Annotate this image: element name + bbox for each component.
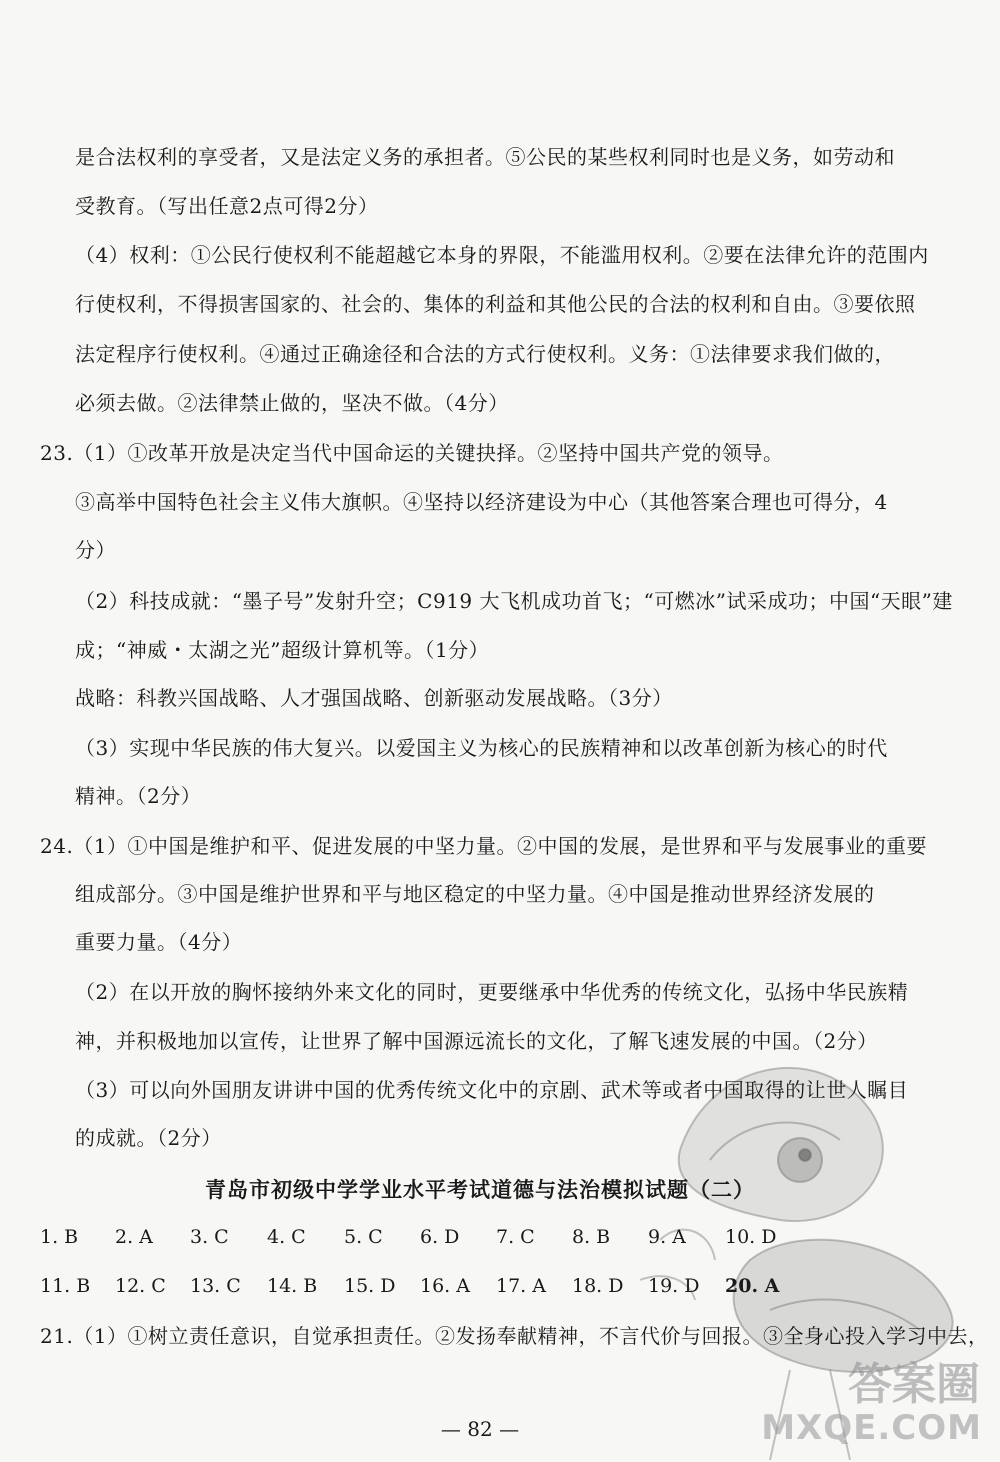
text-line: （4）权利：①公民行使权利不能超越它本身的界限，不能滥用权利。②要在法律允许的范围内	[75, 243, 929, 267]
answer-item: 18. D	[572, 1275, 624, 1297]
answer-item: 9. A	[648, 1226, 686, 1248]
text-line: 战略：科教兴国战略、人才强国战略、创新驱动发展战略。（3分）	[75, 686, 673, 710]
text-line: 分）	[75, 538, 116, 562]
answer-item: 13. C	[190, 1275, 241, 1297]
section-title: 青岛市初级中学学业水平考试道德与法治模拟试题（二）	[205, 1177, 755, 1202]
answer-item: 2. A	[115, 1226, 153, 1248]
answer-item: 19. D	[648, 1275, 700, 1297]
text-line: 神，并积极地加以宣传，让世界了解中国源远流长的文化，了解飞速发展的中国。（2分）	[75, 1029, 878, 1053]
text-line: （2）在以开放的胸怀接纳外来文化的同时，更要继承中华优秀的传统文化，弘扬中华民族精	[75, 980, 909, 1004]
answer-item: 12. C	[115, 1275, 166, 1297]
answer-item: 17. A	[496, 1275, 546, 1297]
answer-item: 8. B	[572, 1226, 611, 1248]
answer-item: 1. B	[40, 1226, 79, 1248]
text-line: 法定程序行使权利。④通过正确途径和合法的方式行使权利。义务：①法律要求我们做的，	[75, 342, 895, 366]
text-line: 是合法权利的享受者，又是法定义务的承担者。⑤公民的某些权利同时也是义务，如劳动和	[75, 145, 895, 169]
question-21-line: 21.（1）①树立责任意识，自觉承担责任。②发扬奉献精神，不言代价与回报。③全身心投入学习中去，	[40, 1324, 989, 1348]
text-line: 组成部分。③中国是维护世界和平与地区稳定的中坚力量。④中国是推动世界经济发展的	[75, 882, 875, 906]
text-line: 重要力量。（4分）	[75, 930, 243, 954]
answer-item: 6. D	[420, 1226, 460, 1248]
text-line: 精神。（2分）	[75, 784, 202, 808]
watermark-logo: 答案圈	[848, 1359, 980, 1410]
answer-item: 10. D	[725, 1226, 777, 1248]
answer-item: 3. C	[190, 1226, 229, 1248]
text-line: （3）可以向外国朋友讲讲中国的优秀传统文化中的京剧、武术等或者中国取得的让世人瞩目	[75, 1078, 909, 1102]
answer-item: 11. B	[40, 1275, 91, 1297]
answer-item: 14. B	[267, 1275, 318, 1297]
text-line: 成；“神威・太湖之光”超级计算机等。（1分）	[75, 638, 490, 662]
page-number: — 82 —	[440, 1417, 520, 1441]
answers-row-2	[40, 1272, 940, 1300]
question-24-line: 24.（1）①中国是维护和平、促进发展的中坚力量。②中国的发展，是世界和平与发展事业的重要	[40, 834, 928, 858]
text-line: 的成就。（2分）	[75, 1126, 222, 1150]
text-line: 受教育。（写出任意2点可得2分）	[75, 194, 379, 218]
answer-item: 20. A	[725, 1275, 780, 1297]
text-line: 必须去做。②法律禁止做的，坚决不做。（4分）	[75, 391, 509, 415]
text-line: （3）实现中华民族的伟大复兴。以爱国主义为核心的民族精神和以改革创新为核心的时代	[75, 736, 888, 760]
answer-item: 16. A	[420, 1275, 470, 1297]
text-line: ③高举中国特色社会主义伟大旗帜。④坚持以经济建设为中心（其他答案合理也可得分，4	[75, 490, 888, 514]
answer-item: 7. C	[496, 1226, 535, 1248]
text-line: 行使权利，不得损害国家的、社会的、集体的利益和其他公民的合法的权利和自由。③要依照	[75, 292, 916, 316]
text-line: （2）科技成就：“墨子号”发射升空；C919 大飞机成功首飞；“可燃冰”试采成功；中国“天眼”建	[75, 589, 953, 613]
answer-item: 4. C	[267, 1226, 306, 1248]
answer-item: 15. D	[344, 1275, 396, 1297]
watermark-site: MXQE.COM	[761, 1408, 982, 1448]
answers-row-1	[40, 1223, 940, 1251]
answer-item: 5. C	[344, 1226, 383, 1248]
question-23-line: 23.（1）①改革开放是决定当代中国命运的关键抉择。②坚持中国共产党的领导。	[40, 441, 784, 465]
